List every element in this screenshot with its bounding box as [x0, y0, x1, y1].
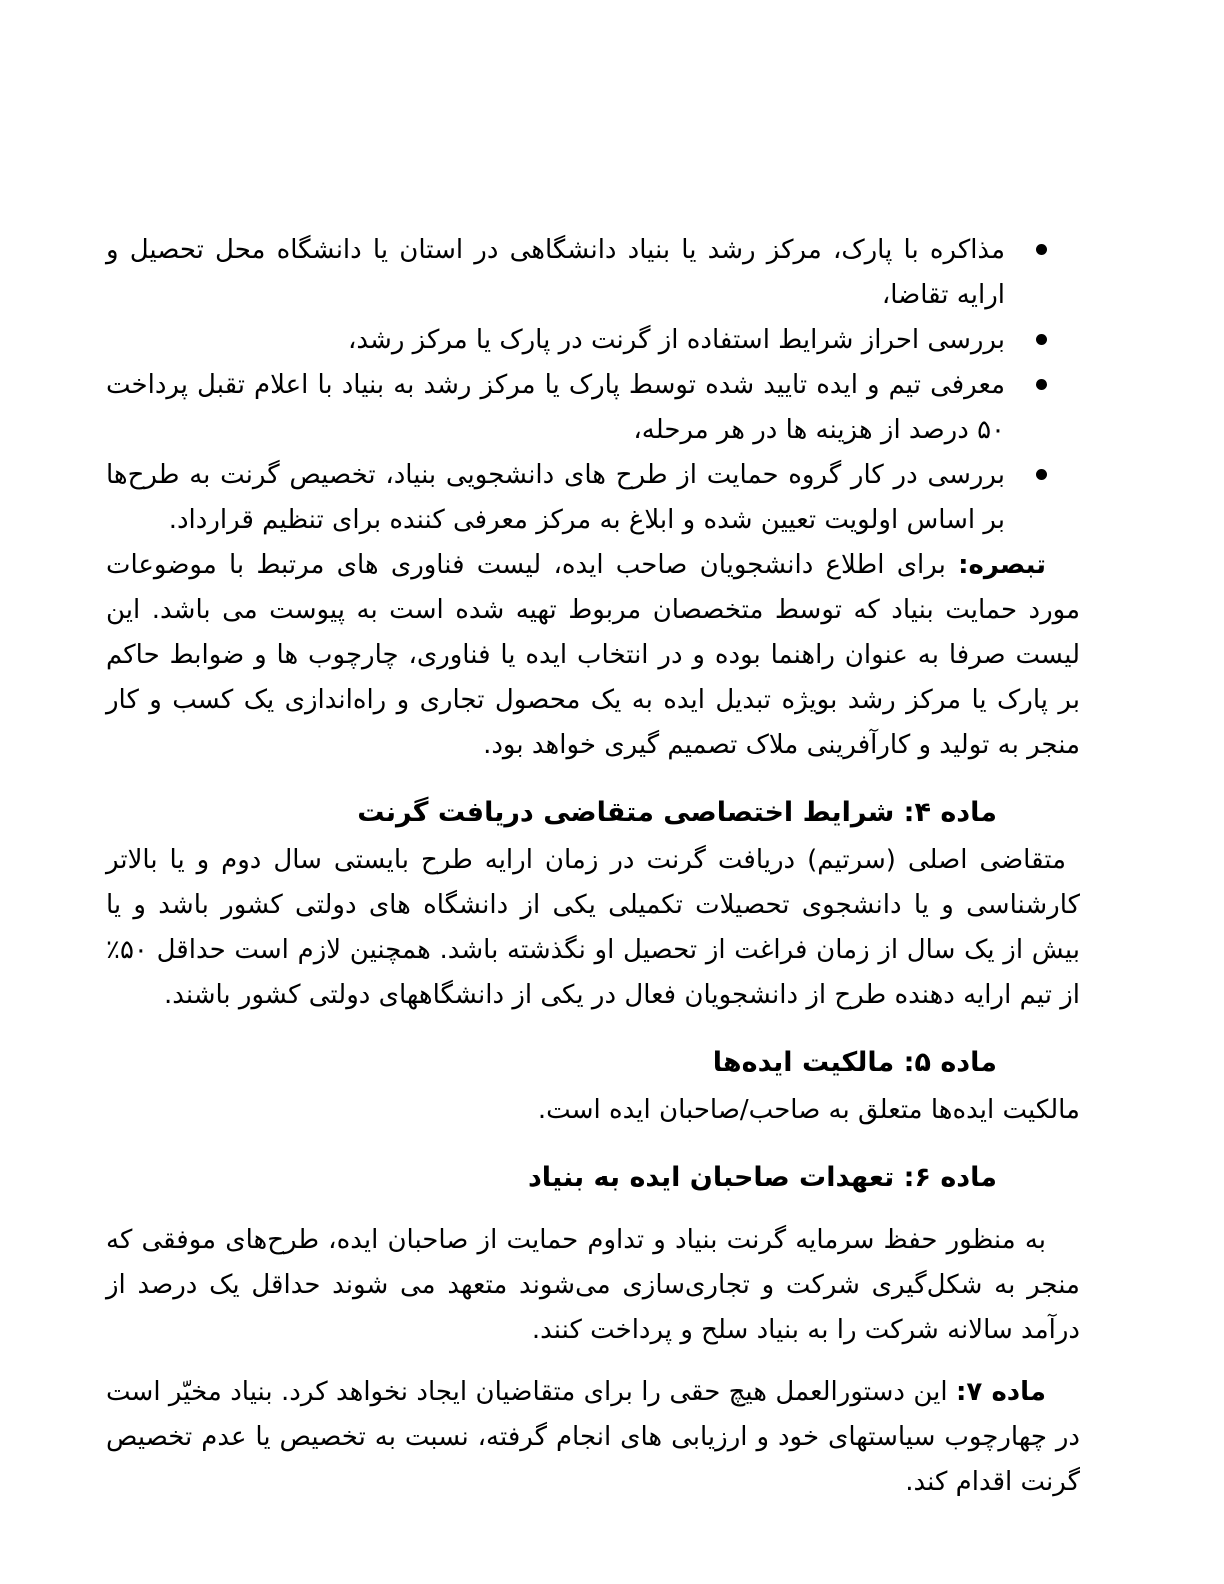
bullet-item-text: بررسی احراز شرایط استفاده از گرنت در پارک یا مرکز رشد، — [348, 325, 1005, 355]
bullet-item-team-introduction — [106, 363, 1005, 453]
bullet-item-workgroup-review — [106, 453, 1005, 543]
article-7-text: این دستورالعمل هیچ حقی را برای متقاضیان ایجاد نخواهد کرد. بنیاد مخیّر است در چهارچوب سیاستهای خود و ارزیابی های انجام گرفته، نسبت به تخصیص یا عدم تخصیص گرنت اقدام کند. — [106, 1377, 1080, 1497]
bullet-item-text: معرفی تیم و ایده تایید شده توسط پارک یا مرکز رشد به بنیاد با اعلام تقبل پرداخت ۵۰ درصد از هزینه ها در هر مرحله، — [106, 370, 1005, 445]
bullet-item-text: مذاکره با پارک، مرکز رشد یا بنیاد دانشگاهی در استان یا دانشگاه محل تحصیل و ارایه تقاضا، — [106, 235, 1005, 310]
article-5-body: مالکیت ایده‌ها متعلق به صاحب/صاحبان ایده است. — [537, 1095, 1080, 1125]
bullet-item-eligibility-check — [106, 318, 1005, 363]
article-7-lead: ماده ۷: — [956, 1377, 1047, 1407]
article-6-body: به منظور حفظ سرمایه گرنت بنیاد و تداوم حمایت از صاحبان ایده، طرح‌های موفقی که منجر به شکل‌گیری شرکت و تجاری‌سازی می‌شوند متعهد می شوند حداقل یک درصد از درآمد سالانه شرکت را به بنیاد سلح و پرداخت کنند. — [106, 1225, 1080, 1345]
bullet-item-negotiation — [106, 228, 1005, 318]
document-content — [106, 228, 1080, 1505]
article-7-paragraph — [106, 1370, 1080, 1505]
note-lead: تبصره: — [958, 550, 1046, 580]
article-4-heading: ماده ۴: شرایط اختصاصی متقاضی دریافت گرنت — [357, 797, 997, 828]
bullet-icon — [1036, 379, 1047, 390]
note-paragraph — [106, 543, 1080, 768]
article-6-heading: ماده ۶: تعهدات صاحبان ایده به بنیاد — [527, 1162, 997, 1193]
bullet-list — [106, 228, 1080, 543]
article-5-heading: ماده ۵: مالکیت ایده‌ها — [712, 1047, 997, 1078]
note-text: برای اطلاع دانشجویان صاحب ایده، لیست فناوری های مرتبط با موضوعات مورد حمایت بنیاد که توسط متخصصان مربوط تهیه شده است به پیوست می باشد. این لیست صرفا به عنوان راهنما بوده و در انتخاب ایده یا فناوری، چارچوب ها و ضوابط حاکم بر پارک یا مرکز رشد بویژه تبدیل ایده به یک محصول تجاری و راه‌اندازی یک کسب و کار منجر به تولید و کارآفرینی ملاک تصمیم گیری خواهد بود. — [106, 550, 1080, 760]
bullet-icon — [1036, 244, 1047, 255]
bullet-item-text: بررسی در کار گروه حمایت از طرح های دانشجویی بنیاد، تخصیص گرنت به طرح‌ها بر اساس اولویت تعیین شده و ابلاغ به مرکز معرفی کننده برای تنظیم قرارداد. — [106, 460, 1005, 535]
bullet-icon — [1036, 334, 1047, 345]
article-4-body: متقاضی اصلی (سرتیم) دریافت گرنت در زمان ارایه طرح بایستی سال دوم و یا بالاتر کارشناسی و یا دانشجوی تحصیلات تکمیلی یکی از دانشگاه های دولتی کشور باشد و یا بیش از یک سال از زمان فراغت از تحصیل او نگذشته باشد. همچنین لازم است حداقل ۵۰٪ از تیم ارایه دهنده طرح از دانشجویان فعال در یکی از دانشگاههای دولتی کشور باشند. — [106, 845, 1080, 1010]
bullet-icon — [1036, 469, 1047, 480]
